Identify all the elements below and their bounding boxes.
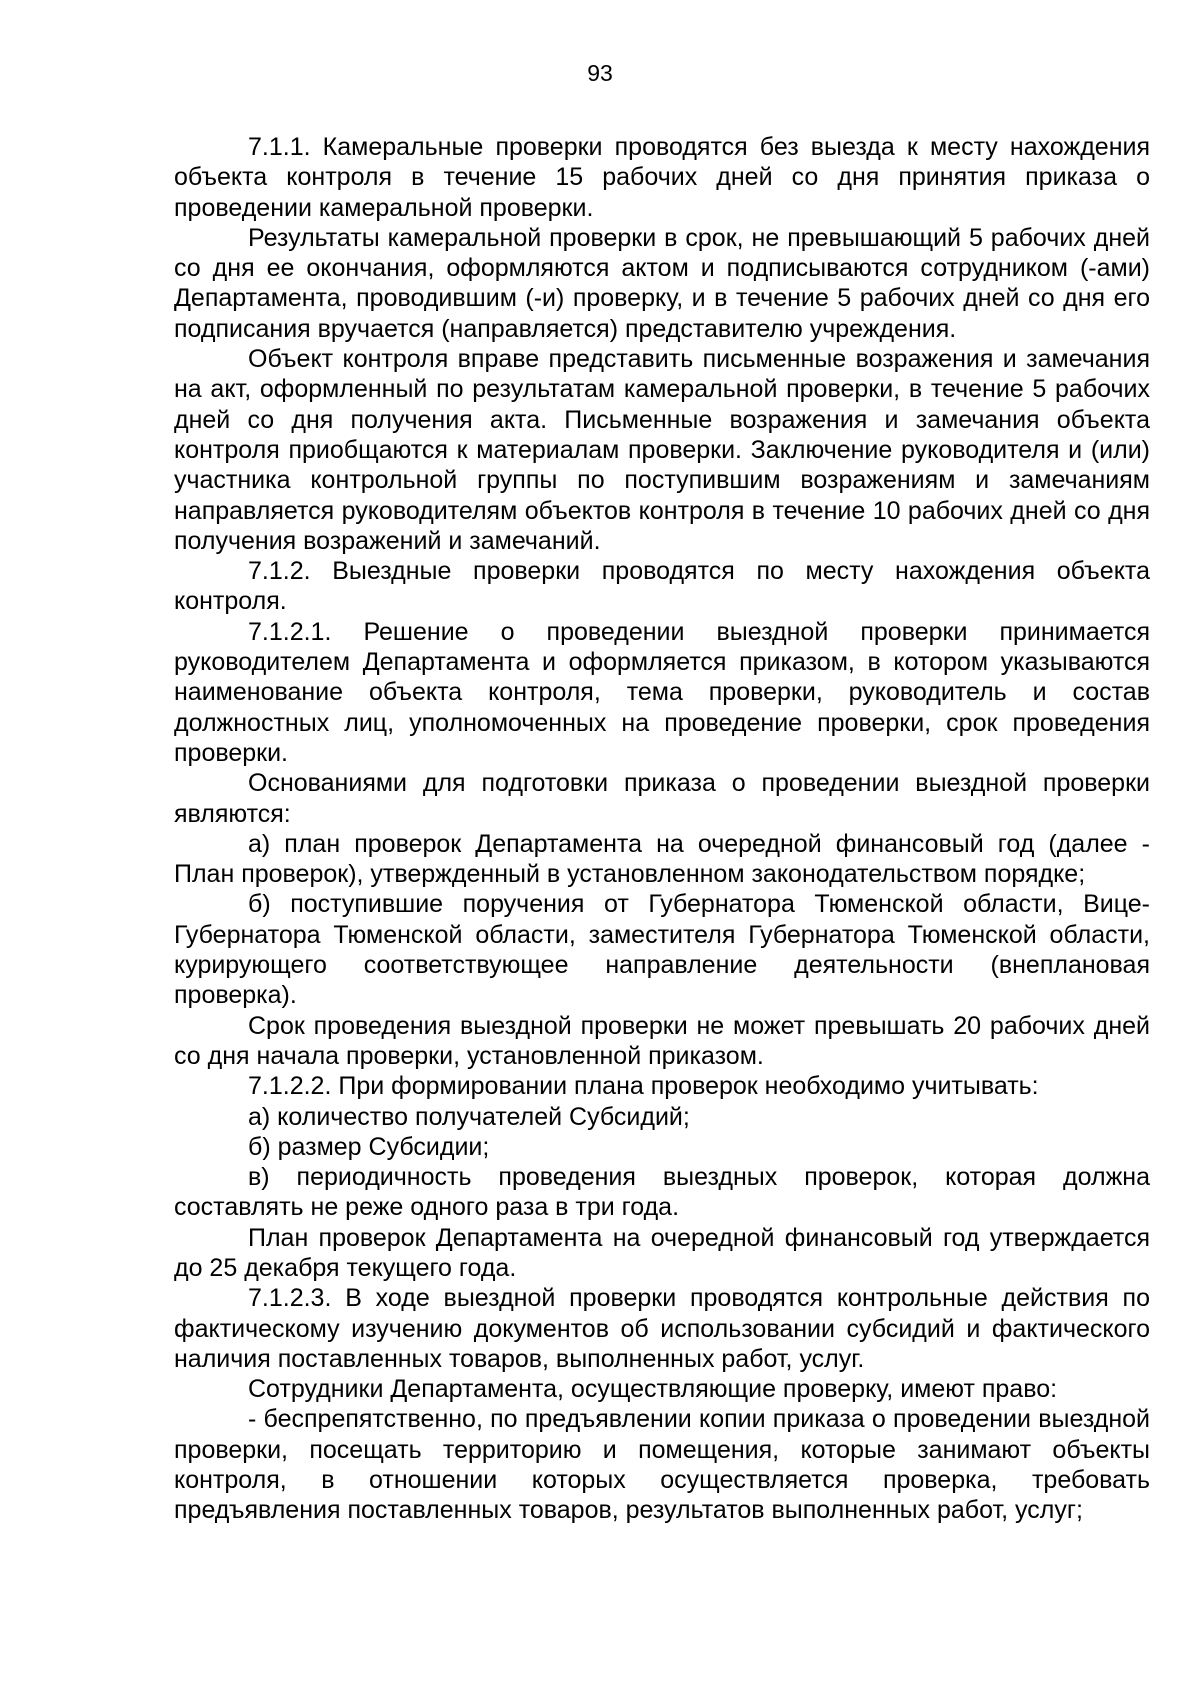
paragraph-rights-item: - беспрепятственно, по предъявлении копии приказа о проведении выездной проверки, посещать территорию и помещения, которые занимают объекты контроля, в отношении которых осуществляется проверка, требовать предъявления поставленных товаров, результатов выполненных работ, услуг; xyxy=(174,1405,1150,1525)
paragraph-grounds: Основаниями для подготовки приказа о проведении выездной проверки являются: xyxy=(174,769,1150,828)
paragraph-plan-approval: План проверок Департамента на очередной финансовый год утверждается до 25 декабря текущего года. xyxy=(174,1223,1150,1282)
paragraph-7-1-2-1: 7.1.2.1. Решение о проведении выездной проверки принимается руководителем Департамента и оформляется приказом, в котором указываются наименование объекта контроля, тема проверки, руководитель и состав должностных лиц, уполномоченных на проведение проверки, срок проведения проверки. xyxy=(174,617,1150,767)
paragraph-7-1-2-2: 7.1.2.2. При формировании плана проверок необходимо учитывать: xyxy=(248,1072,1039,1101)
paragraph-rights: Сотрудники Департамента, осуществляющие проверку, имеют право: xyxy=(248,1375,1058,1404)
paragraph-plan-b: б) размер Субсидии; xyxy=(248,1132,490,1161)
paragraph-grounds-b: б) поступившие поручения от Губернатора Тюменской области, Вице-Губернатора Тюменской области, заместителя Губернатора Тюменской области, курирующего соответствующее направление деятельности (внеплановая проверка). xyxy=(174,890,1150,1010)
paragraph-plan-c: в) периодичность проведения выездных проверок, которая должна составлять не реже одного раза в три года. xyxy=(174,1163,1150,1222)
page-number: 93 xyxy=(587,60,613,86)
paragraph-plan-a: а) количество получателей Субсидий; xyxy=(248,1102,690,1131)
paragraph-duration: Срок проведения выездной проверки не может превышать 20 рабочих дней со дня начала проверки, установленной приказом. xyxy=(174,1011,1150,1070)
paragraph-7-1-2: 7.1.2. Выездные проверки проводятся по месту нахождения объекта контроля. xyxy=(174,557,1150,616)
paragraph-7-1-2-3: 7.1.2.3. В ходе выездной проверки проводятся контрольные действия по фактическому изучению документов об использовании субсидий и фактического наличия поставленных товаров, выполненных работ, услуг. xyxy=(174,1284,1150,1373)
paragraph-grounds-a: а) план проверок Департамента на очередной финансовый год (далее - План проверок), утвержденный в установленном законодательством порядке; xyxy=(174,829,1150,889)
document-body xyxy=(174,132,1150,1526)
paragraph-7-1-1: 7.1.1. Камеральные проверки проводятся без выезда к месту нахождения объекта контроля в течение 15 рабочих дней со дня принятия приказа о проведении камеральной проверки. xyxy=(174,133,1150,222)
paragraph-objections: Объект контроля вправе представить письменные возражения и замечания на акт, оформленный по результатам камеральной проверки, в течение 5 рабочих дней со дня получения акта. Письменные возражения и замечания объекта контроля приобщаются к материалам проверки. Заключение руководителя и (или) участника контрольной группы по поступившим возражениям и замечаниям направляется руководителям объектов контроля в течение 10 рабочих дней со дня получения возражений и замечаний. xyxy=(174,345,1150,555)
paragraph-results-desk-audit: Результаты камеральной проверки в срок, не превышающий 5 рабочих дней со дня ее окончания, оформляются актом и подписываются сотрудником (-ами) Департамента, проводившим (-и) проверку, и в течение 5 рабочих дней со дня его подписания вручается (направляется) представителю учреждения. xyxy=(174,223,1150,343)
